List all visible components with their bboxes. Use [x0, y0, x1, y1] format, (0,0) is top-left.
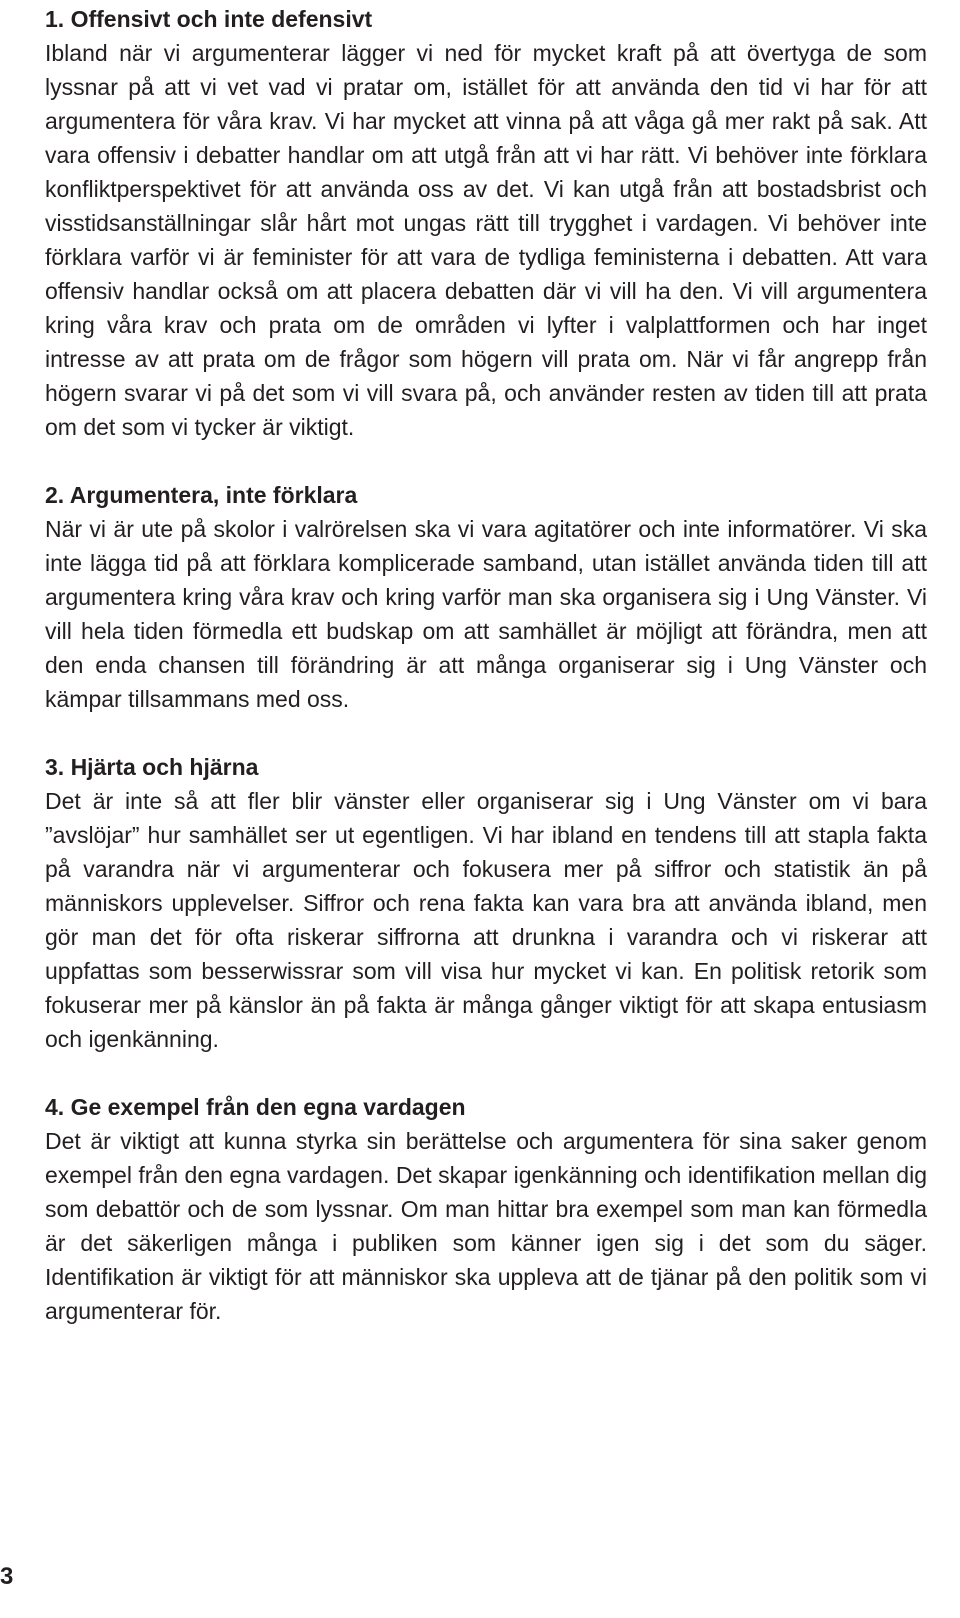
section-paragraph: När vi är ute på skolor i valrörelsen ska vi vara agitatörer och inte informatörer. Vi ska inte lägga tid på att förklara komplicerade samband, utan istället använda tiden till att argumentera kring våra krav och kring varför man ska organisera sig i Ung Vänster. Vi vill hela tiden förmedla ett budskap om att samhället är möjligt att förändra, men att den enda chansen till förändring är att många organiserar sig i Ung Vänster och kämpar tillsammans med oss.	[45, 516, 927, 712]
section-heading: 4. Ge exempel från den egna vardagen	[45, 1094, 466, 1120]
section-exempel	[45, 1090, 927, 1328]
section-heading: 1. Offensivt och inte defensivt	[45, 6, 373, 32]
section-paragraph: Det är inte så att fler blir vänster eller organiserar sig i Ung Vänster om vi bara ”avslöjar” hur samhället ser ut egentligen. Vi har ibland en tendens till att stapla fakta på varandra när vi argumenterar och fokusera mer på siffror och statistik än på människors upplevelser. Siffror och rena fakta kan vara bra att använda ibland, men gör man det för ofta riskerar siffrorna att drunkna i varandra och vi riskerar att uppfattas som besserwissrar som vill visa hur mycket vi kan. En politisk retorik som fokuserar mer på känslor än på fakta är många gånger viktigt för att skapa entusiasm och igenkänning.	[45, 788, 927, 1052]
section-argumentera	[45, 478, 927, 716]
section-offensivt	[45, 2, 927, 444]
page-number: 3	[0, 1563, 14, 1590]
section-heading: 3. Hjärta och hjärna	[45, 754, 259, 780]
section-hjarta-och-hjarna	[45, 750, 927, 1056]
section-heading: 2. Argumentera, inte förklara	[45, 482, 358, 508]
section-paragraph: Ibland när vi argumenterar lägger vi ned för mycket kraft på att övertyga de som lyssnar på att vi vet vad vi pratar om, istället för att använda den tid vi har för att argumentera för våra krav. Vi har mycket att vinna på att våga gå mer rakt på sak. Att vara offensiv i debatter handlar om att utgå från att vi har rätt. Vi behöver inte förklara konfliktperspektivet för att använda oss av det. Vi kan utgå från att bostadsbrist och visstidsanställningar slår hårt mot ungas rätt till trygghet i vardagen. Vi behöver inte förklara varför vi är feminister för att vara de tydliga feministerna i debatten. Att vara offensiv handlar också om att placera debatten där vi vill ha den. Vi vill argumentera kring våra krav och prata om de områden vi lyfter i valplattformen och har inget intresse av att prata om de frågor som högern vill prata om. När vi får angrepp från högern svarar vi på det som vi vill svara på, och använder resten av tiden till att prata om det som vi tycker är viktigt.	[45, 40, 927, 440]
section-paragraph: Det är viktigt att kunna styrka sin berättelse och argumentera för sina saker genom exempel från den egna vardagen. Det skapar igenkänning och identifikation mellan dig som debattör och de som lyssnar. Om man hittar bra exempel som man kan förmedla är det säkerligen många i publiken som känner igen sig i det som du säger. Identifikation är viktigt för att människor ska uppleva att de tjänar på den politik som vi argumenterar för.	[45, 1128, 927, 1324]
document-body	[45, 2, 927, 1362]
